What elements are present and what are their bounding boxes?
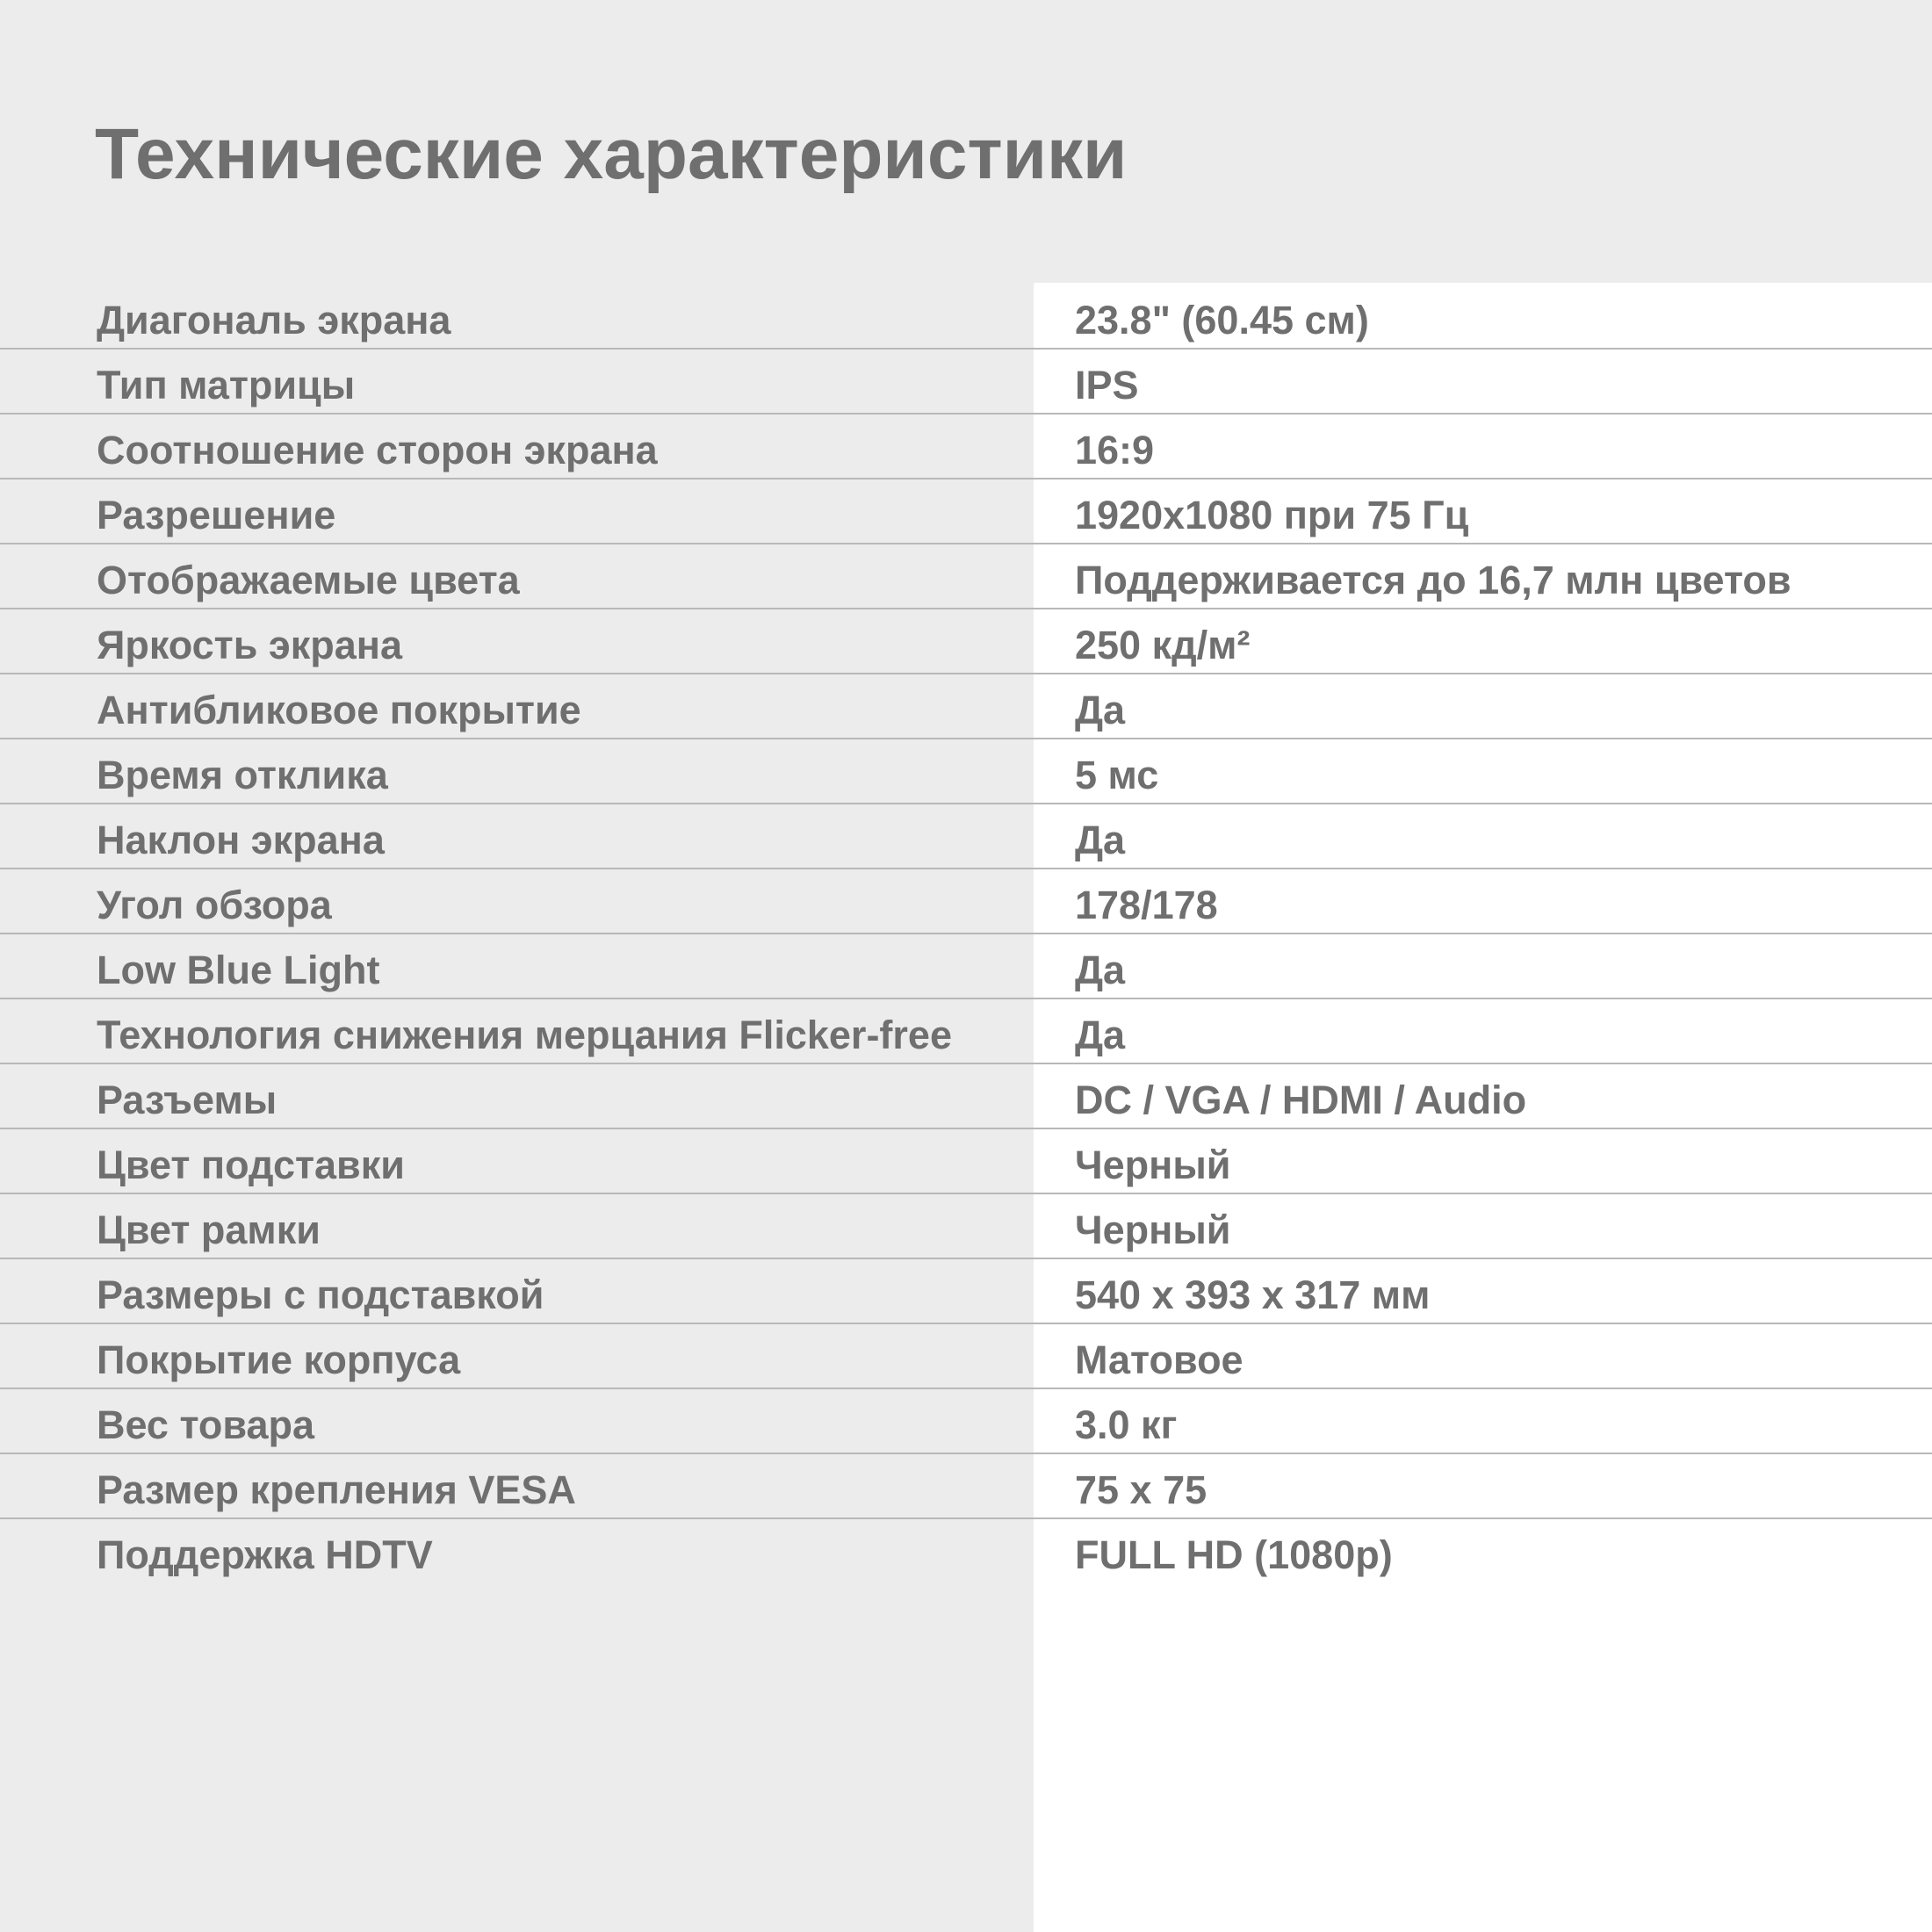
spec-row: [0, 804, 1932, 869]
spec-label: Время отклика: [97, 753, 388, 797]
spec-label: Тип матрицы: [97, 363, 356, 407]
spec-value: 3.0 кг: [1075, 1402, 1178, 1447]
spec-row: [0, 544, 1932, 609]
spec-label: Наклон экрана: [97, 818, 385, 862]
spec-row: [0, 1388, 1932, 1453]
spec-value: Черный: [1075, 1143, 1231, 1187]
spec-value: 16:9: [1075, 428, 1155, 472]
spec-row: [0, 869, 1932, 934]
spec-row: [0, 1258, 1932, 1323]
spec-value: Поддерживается до 16,7 млн цветов: [1075, 558, 1791, 602]
spec-value: 5 мс: [1075, 753, 1159, 797]
spec-value: 1920x1080 при 75 Гц: [1075, 493, 1469, 537]
spec-label: Технология снижения мерцания Flicker-free: [97, 1013, 952, 1057]
spec-label: Диагональ экрана: [97, 298, 451, 342]
spec-label: Размеры с подставкой: [97, 1272, 544, 1317]
spec-value: Да: [1075, 688, 1126, 732]
spec-row: [0, 1518, 1932, 1583]
spec-row: [0, 284, 1932, 349]
spec-row: [0, 934, 1932, 998]
spec-row: [0, 1323, 1932, 1388]
spec-value: 23.8" (60.45 см): [1075, 298, 1369, 342]
spec-row: [0, 739, 1932, 804]
spec-label: Вес товара: [97, 1402, 315, 1447]
spec-label: Поддержка HDTV: [97, 1532, 433, 1577]
spec-label: Разрешение: [97, 493, 336, 537]
spec-value: 75 x 75: [1075, 1467, 1208, 1512]
spec-label: Цвет рамки: [97, 1208, 321, 1252]
spec-value: Матовое: [1075, 1337, 1244, 1382]
spec-label: Разъемы: [97, 1078, 278, 1122]
spec-row: [0, 414, 1932, 479]
spec-row: [0, 349, 1932, 414]
spec-value: Да: [1075, 948, 1126, 992]
spec-row: [0, 1128, 1932, 1193]
spec-value: 540 x 393 x 317 мм: [1075, 1272, 1431, 1317]
spec-value: FULL HD (1080p): [1075, 1532, 1393, 1577]
spec-value: Черный: [1075, 1208, 1231, 1252]
page-title: Технические характеристики: [95, 114, 1128, 194]
spec-label: Антибликовое покрытие: [97, 688, 581, 732]
spec-label: Low Blue Light: [97, 948, 380, 992]
spec-row: [0, 998, 1932, 1063]
spec-value: 250 кд/м²: [1075, 623, 1251, 667]
spec-row: [0, 1193, 1932, 1258]
spec-label: Отображаемые цвета: [97, 558, 520, 602]
spec-label: Размер крепления VESA: [97, 1467, 576, 1512]
spec-value: IPS: [1075, 363, 1139, 407]
spec-row: [0, 609, 1932, 674]
spec-value: Да: [1075, 1013, 1126, 1057]
spec-row: [0, 479, 1932, 544]
spec-row: [0, 674, 1932, 739]
spec-value: 178/178: [1075, 883, 1218, 927]
spec-label: Цвет подставки: [97, 1143, 405, 1187]
spec-label: Покрытие корпуса: [97, 1337, 461, 1382]
spec-label: Яркость экрана: [97, 623, 402, 667]
spec-row: [0, 1453, 1932, 1518]
spec-label: Соотношение сторон экрана: [97, 428, 658, 472]
spec-value: DC / VGA / HDMI / Audio: [1075, 1078, 1527, 1122]
spec-label: Угол обзора: [97, 883, 332, 927]
spec-row: [0, 1063, 1932, 1128]
spec-value: Да: [1075, 818, 1126, 862]
